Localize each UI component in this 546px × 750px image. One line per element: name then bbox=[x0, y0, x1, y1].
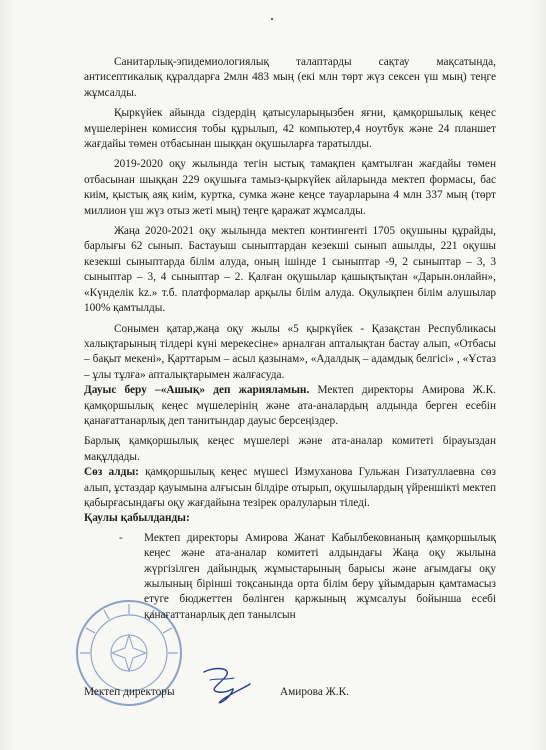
paragraph-approved: Барлық қамқоршылық кеңес мүшелері және ата-аналар комитеті бірауыздан мақұлдады. bbox=[84, 435, 496, 463]
handwritten-signature bbox=[196, 662, 256, 708]
speech-label: Сөз алды: bbox=[84, 466, 139, 479]
paragraph-computers: Қыркүйек айында сіздердің қатысуларыңызбен яғни, қамқоршылық кеңес мүшелерінен комиссия тобы құрылып, 42 компьютер,4 ноутбук және 24 планшет жағдайы төмен отбасынан шыққан оқушыларға таратылды. bbox=[84, 107, 496, 151]
paragraph-contingent: Жаңа 2020-2021 оқу жылында мектеп контингенті 1705 оқушыны құрайды, барлығы 62 сынып. Бастауыш сыныптардан кезекші сынып ашылды, 221 оқушы кезекші сыныптарда білім алуда, оның ішінде 1 сыныптар -9, 2 сыныптар – 3, 3 сыныптар – 3, 4 сыныптар – 2. Қалған оқушылар қашықтықтан «Дарын.онлайн», «Күнделік kz.» т.б. платформалар арқылы білім алуда. Оқулықпен білім алушылар 100% қамтылды. bbox=[84, 225, 496, 315]
speech-text: қамқоршылық кеңес мүшесі Измуханова Гульжан Гизатуллаевна сөз алып, ұстаздар қауымына алғысын білдіре отырып, оқушылардың үйреншікті мектеп қабырғасындағы оқу жағдайына тезірек оралуларын тіледі. bbox=[84, 466, 496, 509]
document-body bbox=[84, 55, 496, 623]
vote-text: Мектеп директоры Амирова Ж.К. қамқоршылық кеңес мүшелерінің және ата-аналардың алдында берген есебін қанағаттанарлық деп танитындар дауыс берсеңіздер. bbox=[84, 384, 496, 427]
decision-heading: Қаулы қабылданды: bbox=[84, 512, 190, 525]
paragraph-events: Сонымен қатар,жаңа оқу жылы «5 қыркүйек - Қазақстан Республикасы халықтарының тілдері күні мерекесіне» арналған апталықтан бастау алып, «Отбасы – бақыт мекені», Қарттарым – асыл қазынам», «Адалдық – адамдық белгісі» , «Ұстаз – ұлы тұлға» апталықтарымен жалғасуда. bbox=[84, 322, 496, 381]
decision-item: Мектеп директоры Амирова Жанат Кабылбековнаның қамқоршылық кеңес және ата-аналар комитеті алдындағы Жаңа оқу жылына жүргізілген дайындық жұмыстарының барысы және ағымдағы оқу жылының бірінші тоқсанында орта білім беру ұйымдарын қамтамасыз етуге бюджеттен бөлінген қаржының жұмсалуы бойынша есебі қанағаттанарлық деп танылсын bbox=[144, 531, 496, 621]
paragraph-speech bbox=[84, 465, 496, 511]
vote-label: Дауыс беру –«Ашық» деп жарияламын. bbox=[84, 384, 310, 397]
signature-block bbox=[84, 686, 496, 706]
paragraph-antiseptic: Санитарлық-эпидемиологиялық талаптарды сақтау мақсатында, антисептикалық құралдарға 2млн 483 мың (екі млн төрт жүз сексен үш мың) теңге жұмсалды. bbox=[84, 56, 496, 99]
paragraph-school-uniform: 2019-2020 оқу жылында тегін ыстық тамақпен қамтылған жағдайы төмен отбасынан шыққан 229 оқушыға тамыз-қыркүйек айларында мектеп формасы, бас киім, қыстық аяқ киім, куртка, сумка және кеңсе тауарларына 4 млн 337 мың (төрт миллион үш жүз отыз жеті мың) теңге қаражат жұмсалды. bbox=[84, 158, 496, 217]
signatory-name: Амирова Ж.К. bbox=[280, 686, 349, 698]
list-dash: - bbox=[119, 531, 123, 544]
decision-list bbox=[84, 531, 496, 623]
page-mark bbox=[271, 18, 273, 20]
paragraph-vote bbox=[84, 383, 496, 429]
signatory-role: Мектеп директоры bbox=[84, 686, 175, 698]
